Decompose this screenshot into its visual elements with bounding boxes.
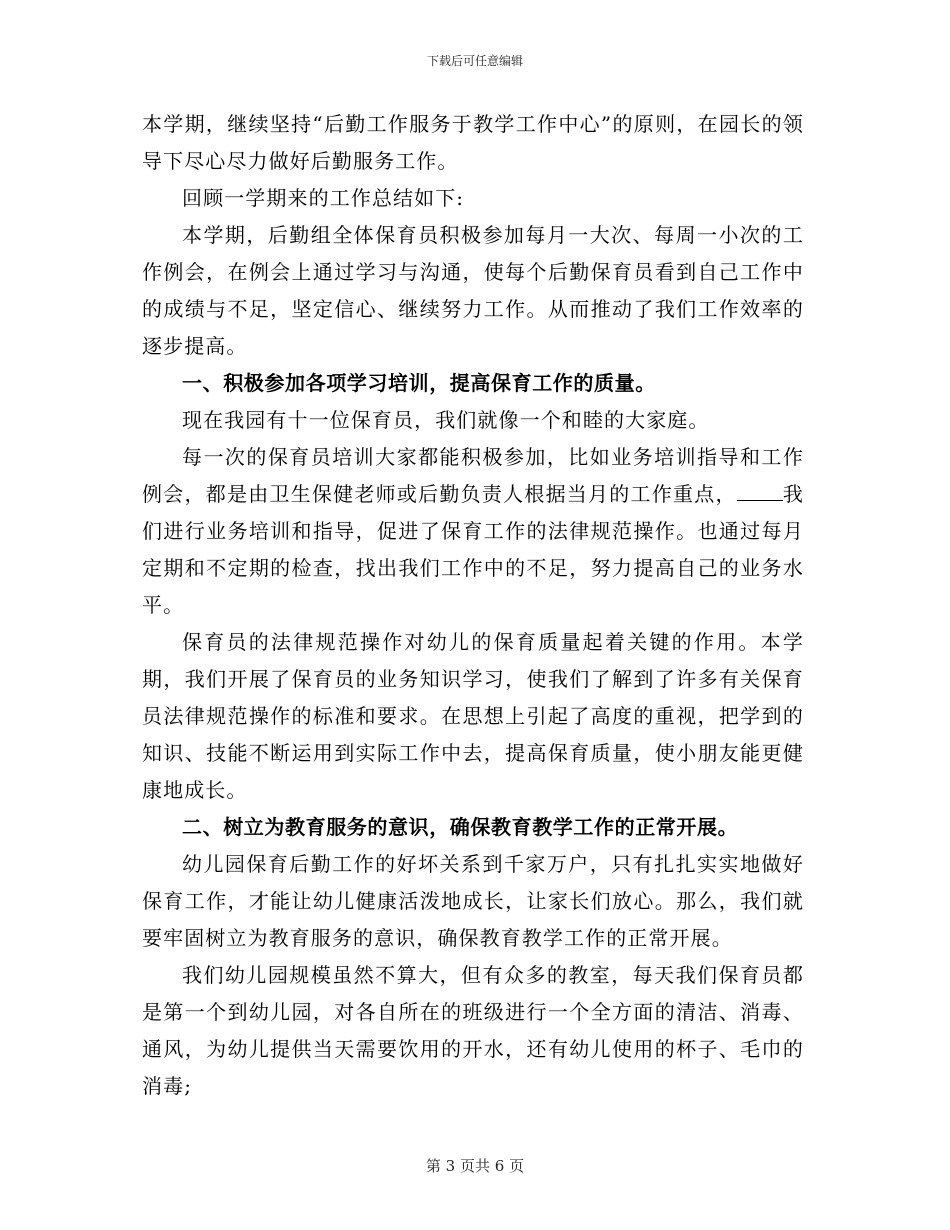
paragraph-training-part-1: 每一次的保育员培训大家都能积极参加，比如业务培训指导和工作例会，都是由卫生保健老师或后勤负责人根据当月的工作重点， bbox=[142, 445, 804, 506]
document-body bbox=[142, 106, 804, 1105]
paragraph-summary-lead: 回顾一学期来的工作总结如下: bbox=[182, 186, 465, 210]
page-footer: 第 3 页共 6 页 bbox=[425, 1157, 525, 1175]
section-heading-1: 一、积极参加各项学习培训，提高保育工作的质量。 bbox=[182, 371, 656, 395]
paragraph-importance: 幼儿园保育后勤工作的好坏关系到千家万户，只有扎扎实实地做好保育工作，才能让幼儿健康活泼地成长，让家长们放心。那么，我们就要牢固树立为教育服务的意识，确保教育教学工作的正常开展。 bbox=[142, 852, 804, 950]
paragraph-staff: 现在我园有十一位保育员，我们就像一个和睦的大家庭。 bbox=[182, 408, 710, 432]
paragraph-training bbox=[142, 439, 804, 624]
paragraph-meetings: 本学期，后勤组全体保育员积极参加每月一大次、每周一小次的工作例会，在例会上通过学习与沟通，使每个后勤保育员看到自己工作中的成绩与不足，坚定信心、继续努力工作。从而推动了我们工作效率的逐步提高。 bbox=[142, 223, 804, 358]
paragraph-intro: 本学期，继续坚持“后勤工作服务于教学工作中心”的原则，在园长的领导下尽心尽力做好后勤服务工作。 bbox=[142, 112, 804, 173]
paragraph-standards: 保育员的法律规范操作对幼儿的保育质量起着关键的作用。本学期，我们开展了保育员的业务知识学习，使我们了解到了许多有关保育员法律规范操作的标准和要求。在思想上引起了高度的重视，把学到的知识、技能不断运用到实际工作中去，提高保育质量，使小朋友能更健康地成长。 bbox=[142, 630, 804, 802]
paragraph-daily-tasks: 我们幼儿园规模虽然不算大，但有众多的教室，每天我们保育员都是第一个到幼儿园，对各自所在的班级进行一个全方面的清洁、消毒、通风，为幼儿提供当天需要饮用的开水，还有幼儿使用的杯子、毛巾的消毒; bbox=[142, 963, 804, 1098]
section-heading-2: 二、树立为教育服务的意识，确保教育教学工作的正常开展。 bbox=[182, 815, 739, 839]
paragraph-training-part-2: 我们进行业务培训和指导，促进了保育工作的法律规范操作。也通过每月定期和不定期的检查，找出我们工作中的不足，努力提高自己的业务水平。 bbox=[142, 482, 804, 617]
fill-in-blank-line bbox=[737, 484, 783, 501]
page-header: 下载后可任意编辑 bbox=[426, 54, 523, 68]
